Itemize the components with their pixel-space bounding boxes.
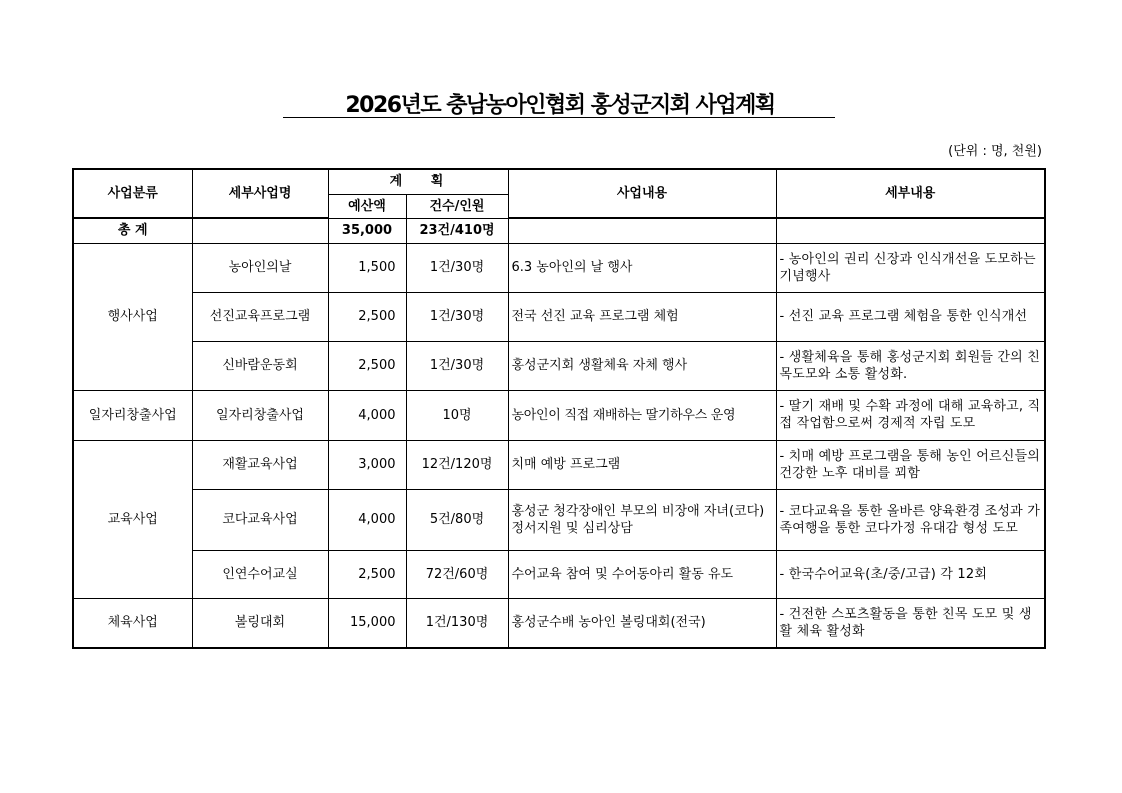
content-cell: 농아인이 직접 재배하는 딸기하우스 운영 bbox=[508, 390, 776, 440]
table-row bbox=[73, 440, 1045, 489]
count-cell: 1건/30명 bbox=[406, 243, 508, 292]
content-cell: 수어교육 참여 및 수어동아리 활동 유도 bbox=[508, 550, 776, 598]
total-count: 23건/410명 bbox=[406, 218, 508, 243]
detail-cell: - 선진 교육 프로그램 체험을 통한 인식개선 bbox=[776, 292, 1045, 341]
business-plan-table bbox=[72, 168, 1046, 649]
total-content-empty bbox=[508, 218, 776, 243]
budget-cell: 2,500 bbox=[328, 341, 406, 390]
budget-cell: 1,500 bbox=[328, 243, 406, 292]
unit-note: (단위 : 명, 천원) bbox=[948, 144, 1042, 159]
budget-cell: 4,000 bbox=[328, 489, 406, 550]
detail-cell: - 한국수어교육(초/중/고급) 각 12회 bbox=[776, 550, 1045, 598]
header-category: 사업분류 bbox=[73, 169, 192, 218]
budget-cell: 2,500 bbox=[328, 550, 406, 598]
content-cell: 치매 예방 프로그램 bbox=[508, 440, 776, 489]
table-row bbox=[73, 292, 1045, 341]
document-title: 2026년도 충남농아인협회 홍성군지회 사업계획 bbox=[345, 93, 775, 118]
budget-cell: 3,000 bbox=[328, 440, 406, 489]
detail-cell: - 코다교육을 통한 올바른 양육환경 조성과 가족여행을 통한 코다가정 유대감 형성 도모 bbox=[776, 489, 1045, 550]
project-name: 재활교육사업 bbox=[192, 440, 328, 489]
category-education: 교육사업 bbox=[73, 440, 192, 598]
count-cell: 1건/30명 bbox=[406, 341, 508, 390]
project-name: 코다교육사업 bbox=[192, 489, 328, 550]
total-project-empty bbox=[192, 218, 328, 243]
category-jobs: 일자리창출사업 bbox=[73, 390, 192, 440]
table-row bbox=[73, 489, 1045, 550]
category-sports: 체육사업 bbox=[73, 598, 192, 648]
project-name: 신바람운동회 bbox=[192, 341, 328, 390]
category-event: 행사사업 bbox=[73, 243, 192, 390]
count-cell: 1건/130명 bbox=[406, 598, 508, 648]
table-row bbox=[73, 341, 1045, 390]
header-project: 세부사업명 bbox=[192, 169, 328, 218]
title-underline bbox=[283, 117, 835, 118]
header-plan: 계 획 bbox=[328, 169, 508, 194]
detail-cell: - 치매 예방 프로그램을 통해 농인 어르신들의 건강한 노후 대비를 꾀함 bbox=[776, 440, 1045, 489]
count-cell: 5건/80명 bbox=[406, 489, 508, 550]
detail-cell: - 농아인의 권리 신장과 인식개선을 도모하는 기념행사 bbox=[776, 243, 1045, 292]
project-name: 인연수어교실 bbox=[192, 550, 328, 598]
header-content: 사업내용 bbox=[508, 169, 776, 218]
detail-cell: - 딸기 재배 및 수확 과정에 대해 교육하고, 직접 작업함으로써 경제적 자립 도모 bbox=[776, 390, 1045, 440]
content-cell: 6.3 농아인의 날 행사 bbox=[508, 243, 776, 292]
table-row bbox=[73, 598, 1045, 648]
project-name: 일자리창출사업 bbox=[192, 390, 328, 440]
total-budget: 35,000 bbox=[328, 218, 406, 243]
project-name: 볼링대회 bbox=[192, 598, 328, 648]
count-cell: 72건/60명 bbox=[406, 550, 508, 598]
detail-cell: - 건전한 스포츠활동을 통한 친목 도모 및 생활 체육 활성화 bbox=[776, 598, 1045, 648]
detail-cell: - 생활체육을 통해 홍성군지회 회원들 간의 친목도모와 소통 활성화. bbox=[776, 341, 1045, 390]
content-cell: 전국 선진 교육 프로그램 체험 bbox=[508, 292, 776, 341]
count-cell: 12건/120명 bbox=[406, 440, 508, 489]
project-name: 선진교육프로그램 bbox=[192, 292, 328, 341]
header-count: 건수/인원 bbox=[406, 194, 508, 218]
table-row bbox=[73, 390, 1045, 440]
budget-cell: 4,000 bbox=[328, 390, 406, 440]
budget-cell: 2,500 bbox=[328, 292, 406, 341]
content-cell: 홍성군수배 농아인 볼링대회(전국) bbox=[508, 598, 776, 648]
total-detail-empty bbox=[776, 218, 1045, 243]
content-cell: 홍성군지회 생활체육 자체 행사 bbox=[508, 341, 776, 390]
total-label: 총 계 bbox=[73, 218, 192, 243]
table-row bbox=[73, 243, 1045, 292]
total-row bbox=[73, 218, 1045, 243]
table-row bbox=[73, 550, 1045, 598]
header-detail: 세부내용 bbox=[776, 169, 1045, 218]
header-budget: 예산액 bbox=[328, 194, 406, 218]
project-name: 농아인의날 bbox=[192, 243, 328, 292]
budget-cell: 15,000 bbox=[328, 598, 406, 648]
count-cell: 10명 bbox=[406, 390, 508, 440]
content-cell: 홍성군 청각장애인 부모의 비장애 자녀(코다) 정서지원 및 심리상담 bbox=[508, 489, 776, 550]
count-cell: 1건/30명 bbox=[406, 292, 508, 341]
